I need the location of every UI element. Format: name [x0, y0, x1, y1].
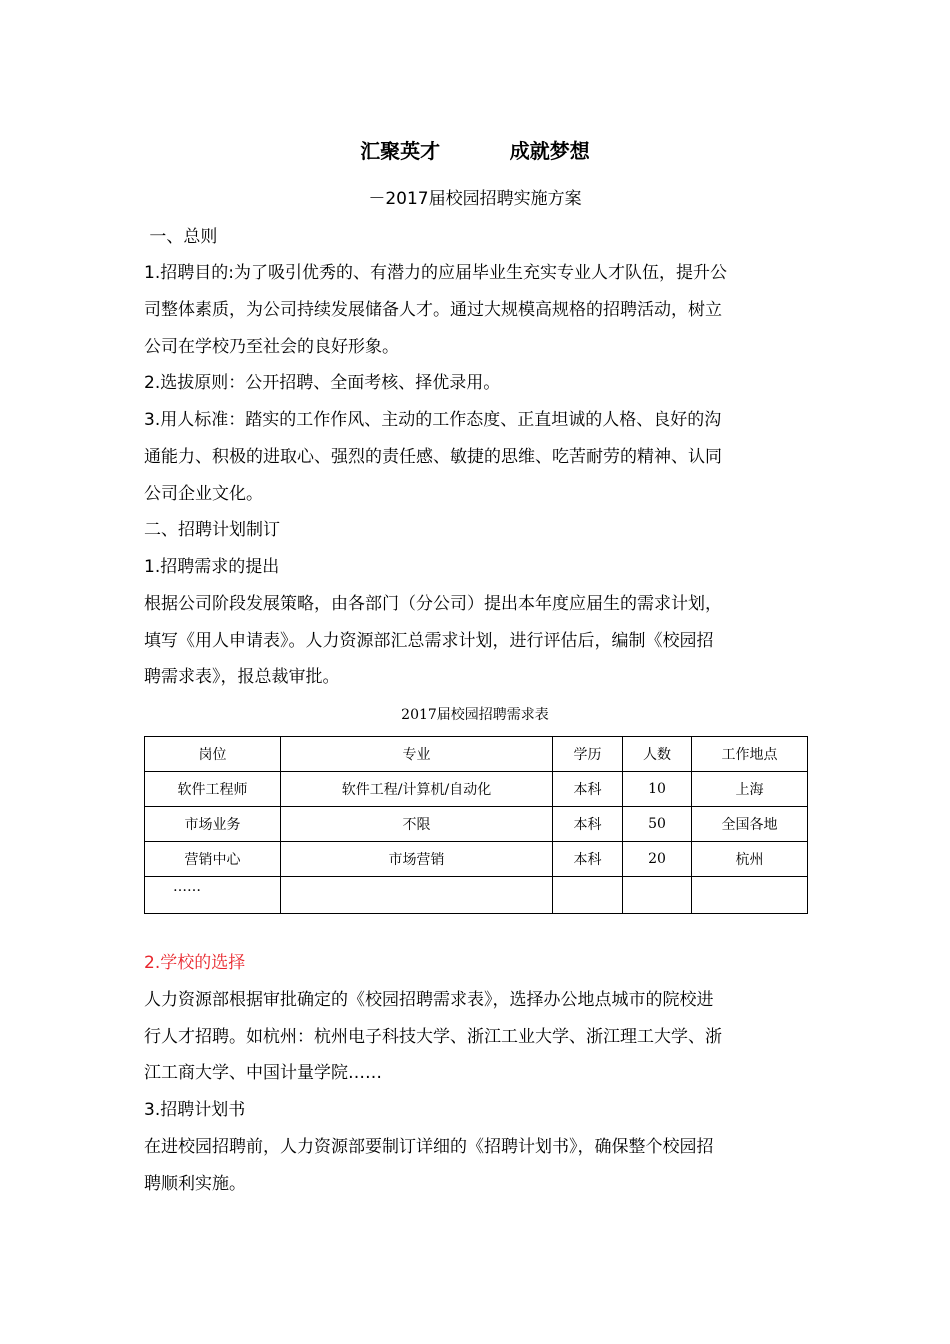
table-cell: 杭州 — [692, 842, 808, 877]
table-header-cell: 人数 — [623, 737, 692, 772]
table-cell: 50 — [623, 807, 692, 842]
paragraph-line: 填写《用人申请表》。人力资源部汇总需求计划，进行评估后，编制《校园招 — [144, 631, 714, 651]
table-cell — [553, 877, 623, 914]
paragraph-line: 公司企业文化。 — [144, 484, 263, 504]
table-row — [145, 807, 808, 842]
table-header-cell: 专业 — [281, 737, 553, 772]
table-cell — [623, 877, 692, 914]
subsection-heading: 1.招聘需求的提出 — [144, 557, 280, 577]
paragraph-line: 公司在学校乃至社会的良好形象。 — [144, 337, 399, 357]
recruitment-demand-table — [144, 736, 808, 914]
table-cell: 市场业务 — [145, 807, 281, 842]
paragraph-line: 通能力、积极的进取心、强烈的责任感、敏捷的思维、吃苦耐劳的精神、认同 — [144, 447, 722, 467]
table-header-row — [145, 737, 808, 772]
document-subtitle: －2017届校园招聘实施方案 — [368, 189, 582, 209]
table-cell: 本科 — [553, 842, 623, 877]
subsection-heading: 3.招聘计划书 — [144, 1100, 246, 1120]
table-cell: 全国各地 — [692, 807, 808, 842]
paragraph-line: 司整体素质，为公司持续发展储备人才。通过大规模高规格的招聘活动，树立 — [144, 300, 722, 320]
table-cell: …… — [145, 877, 281, 914]
table-cell: 不限 — [281, 807, 553, 842]
table-cell: 营销中心 — [145, 842, 281, 877]
table-row — [145, 842, 808, 877]
paragraph-line: 在进校园招聘前，人力资源部要制订详细的《招聘计划书》，确保整个校园招 — [144, 1137, 714, 1157]
paragraph-line: 江工商大学、中国计量学院…… — [144, 1063, 382, 1083]
table-cell — [692, 877, 808, 914]
table-cell: 市场营销 — [281, 842, 553, 877]
table-header-cell: 工作地点 — [692, 737, 808, 772]
table-cell: 上海 — [692, 772, 808, 807]
paragraph-line: 2.选拔原则：公开招聘、全面考核、择优录用。 — [144, 373, 501, 393]
paragraph-line: 3.用人标准：踏实的工作作风、主动的工作态度、正直坦诚的人格、良好的沟 — [144, 410, 722, 430]
section-heading-general: 一、总则 — [144, 227, 218, 247]
table-cell: 软件工程/计算机/自动化 — [281, 772, 553, 807]
document-title: 汇聚英才 成就梦想 — [360, 139, 590, 163]
table-cell: 软件工程师 — [145, 772, 281, 807]
section-heading-plan: 二、招聘计划制订 — [144, 520, 280, 540]
subsection-heading-school-selection: 2.学校的选择 — [144, 953, 246, 973]
table-cell: 本科 — [553, 772, 623, 807]
table-cell — [281, 877, 553, 914]
paragraph-line: 聘需求表》，报总裁审批。 — [144, 667, 340, 687]
paragraph-line: 1.招聘目的:为了吸引优秀的、有潜力的应届毕业生充实专业人才队伍，提升公 — [144, 263, 727, 283]
table-cell: 20 — [623, 842, 692, 877]
table-row — [145, 772, 808, 807]
table-caption: 2017届校园招聘需求表 — [401, 707, 549, 723]
paragraph-line: 行人才招聘。如杭州：杭州电子科技大学、浙江工业大学、浙江理工大学、浙 — [144, 1027, 722, 1047]
table-header-cell: 岗位 — [145, 737, 281, 772]
paragraph-line: 聘顺利实施。 — [144, 1174, 246, 1194]
table-cell: 10 — [623, 772, 692, 807]
paragraph-line: 人力资源部根据审批确定的《校园招聘需求表》，选择办公地点城市的院校进 — [144, 990, 714, 1010]
paragraph-line: 根据公司阶段发展策略，由各部门（分公司）提出本年度应届生的需求计划， — [144, 594, 722, 614]
table-header-cell: 学历 — [553, 737, 623, 772]
table-cell: 本科 — [553, 807, 623, 842]
table-row — [145, 877, 808, 914]
